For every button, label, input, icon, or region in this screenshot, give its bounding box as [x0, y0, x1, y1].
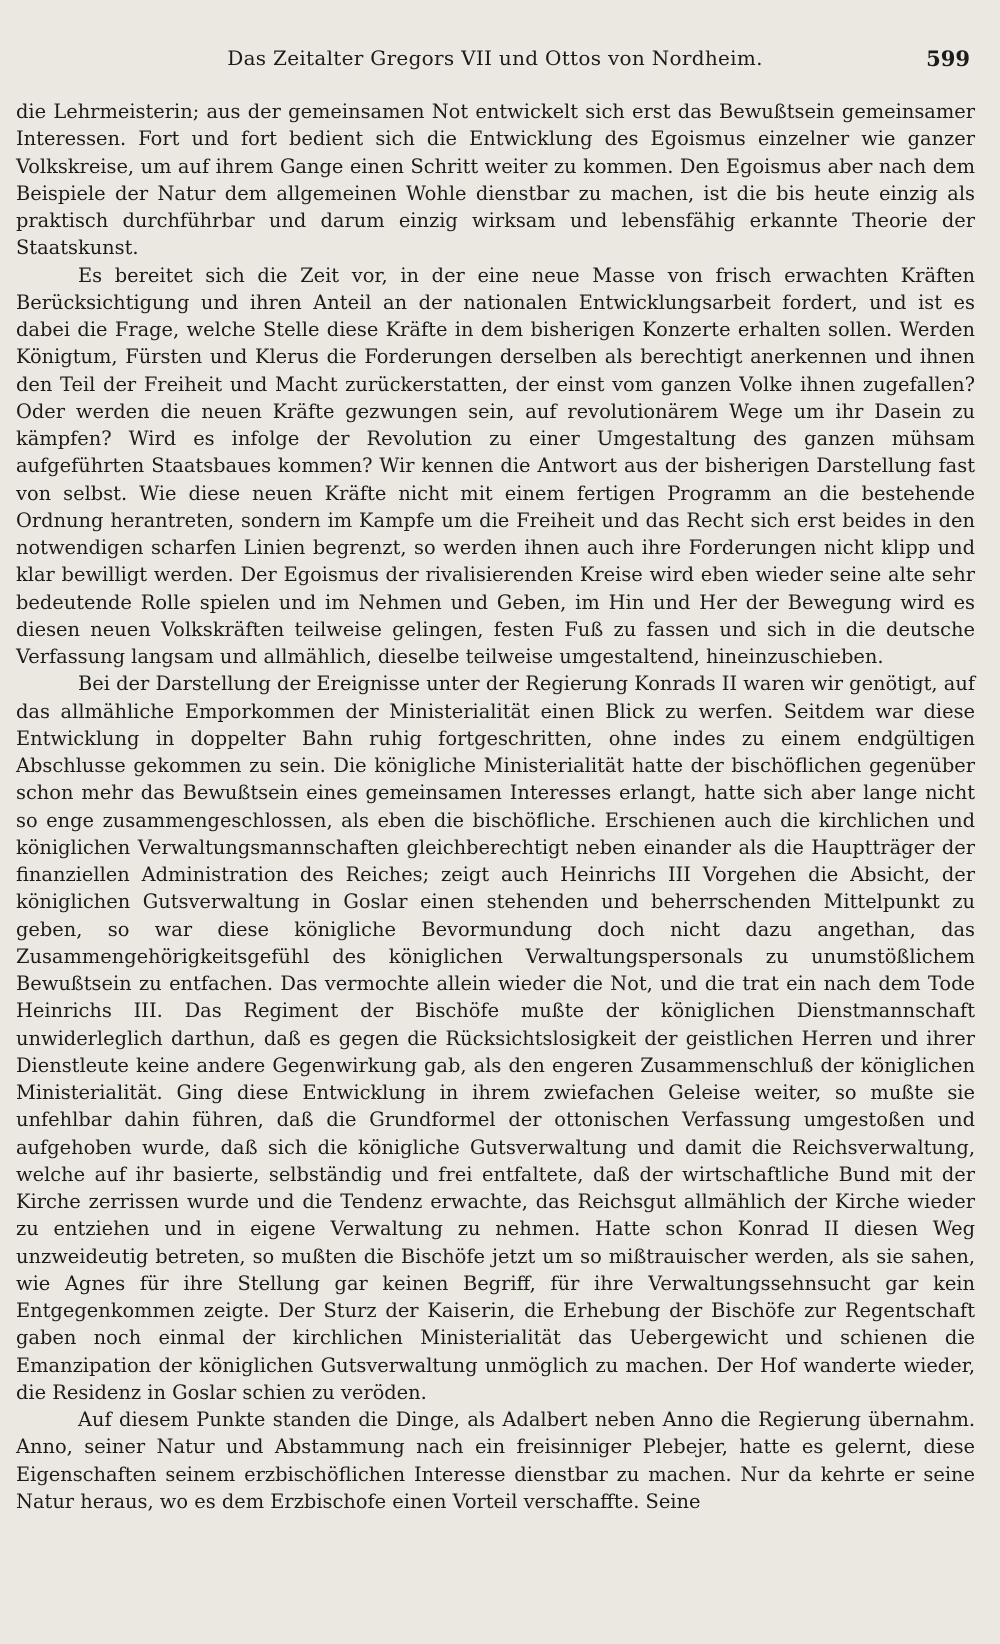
- paragraph-1: die Lehrmeisterin; aus der gemeinsamen Not entwickelt sich erst das Bewußtsein gemeinsamer Interessen. Fort und fort bedient sich die Entwicklung des Egoismus einzelner wie ganzer Volkskreise, um auf ihrem Gange einen Schritt weiter zu kommen. Den Egoismus aber nach dem Beispiele der Natur dem allgemeinen Wohle dienstbar zu machen, ist die bis heute einzig als praktisch durchführbar und darum einzig wirksam und lebensfähig erkannte Theorie der Staatskunst.: [16, 100, 975, 260]
- page-number: 599: [926, 46, 970, 71]
- running-title: Das Zeitalter Gregors VII und Ottos von Nordheim.: [227, 46, 763, 70]
- running-header: [20, 46, 970, 76]
- paragraph-4: Auf diesem Punkte standen die Dinge, als Adalbert neben Anno die Regierung übernahm. Anno, seiner Natur und Abstammung nach ein freisinniger Plebejer, hatte es gelernt, diese Eigenschaften seinem erzbischöflichen Interesse dienstbar zu machen. Nur da kehrte er seine Natur heraus, wo es dem Erzbischofe einen Vorteil verschaffte. Seine: [16, 1408, 975, 1513]
- paragraph-2: Es bereitet sich die Zeit vor, in der eine neue Masse von frisch erwachten Kräften Berücksichtigung und ihren Anteil an der nationalen Entwicklungsarbeit fordert, und ist es dabei die Frage, welche Stelle diese Kräfte in dem bisherigen Konzerte erhalten sollen. Werden Königtum, Fürsten und Klerus die Forderungen derselben als berechtigt anerkennen und ihnen den Teil der Freiheit und Macht zurückerstatten, der einst vom ganzen Volke ihnen zugefallen? Oder werden die neuen Kräfte gezwungen sein, auf revolutionärem Wege um ihr Dasein zu kämpfen? Wird es infolge der Revolution zu einer Umgestaltung des ganzen mühsam aufgeführten Staatsbaues kommen? Wir kennen die Antwort aus der bisherigen Darstellung fast von selbst. Wie diese neuen Kräfte nicht mit einem fertigen Programm an die bestehende Ordnung herantreten, sondern im Kampfe um die Freiheit und das Recht sich erst beides in den notwendigen scharfen Linien begrenzt, so werden ihnen auch ihre Forderungen nicht klipp und klar bewilligt werden. Der Egoismus der rivalisierenden Kreise wird eben wieder seine alte sehr bedeutende Rolle spielen und im Nehmen und Geben, im Hin und Her der Bewegung wird es diesen neuen Volkskräften teilweise gelingen, festen Fuß zu fassen und sich in die deutsche Verfassung langsam und allmählich, dieselbe teilweise umgestaltend, hineinzuschieben.: [16, 263, 975, 668]
- page-body: [16, 98, 975, 1515]
- paragraph-3: Bei der Darstellung der Ereignisse unter der Regierung Konrads II waren wir genötigt, auf das allmähliche Emporkommen der Ministerialität einen Blick zu werfen. Seitdem war diese Entwicklung in doppelter Bahn ruhig fortgeschritten, ohne indes zu einem endgültigen Abschlusse gekommen zu sein. Die königliche Ministerialität hatte der bischöflichen gegenüber schon mehr das Bewußtsein eines gemeinsamen Interesses erlangt, hatte sich aber lange nicht so enge zusammengeschlossen, als eben die bischöfliche. Erschienen auch die kirchlichen und königlichen Verwaltungsmannschaften gleichberechtigt neben einander als die Hauptträger der finanziellen Administration des Reiches; zeigt auch Heinrichs III Vorgehen die Absicht, der königlichen Gutsverwaltung in Goslar einen stehenden und beherrschenden Mittelpunkt zu geben, so war diese königliche Bevormundung doch nicht dazu angethan, das Zusammengehörigkeitsgefühl des königlichen Verwaltungspersonals zu unumstößlichem Bewußtsein zu entfachen. Das vermochte allein wieder die Not, und die trat ein nach dem Tode Heinrichs III. Das Regiment der Bischöfe mußte der königlichen Dienstmannschaft unwiderleglich darthun, daß es gegen die Rücksichtslosigkeit der geistlichen Herren und ihrer Dienstleute keine andere Gegenwirkung gab, als den engeren Zusammenschluß der königlichen Ministerialität. Ging diese Entwicklung in ihrem zwiefachen Geleise weiter, so mußte sie unfehlbar dahin führen, daß die Grundformel der ottonischen Verfassung umgestoßen und aufgehoben wurde, daß sich die königliche Gutsverwaltung und damit die Reichsverwaltung, welche auf ihr basierte, selbständig und frei entfaltete, daß der wirtschaftliche Bund mit der Kirche zerrissen wurde und die Tendenz erwachte, das Reichsgut allmählich der Kirche wieder zu entziehen und in eigene Verwaltung zu nehmen. Hatte schon Konrad II diesen Weg unzweideutig betreten, so mußten die Bischöfe jetzt um so mißtrauischer werden, als sie sahen, wie Agnes für ihre Stellung gar keinen Begriff, für ihre Verwaltungssehnsucht gar kein Entgegenkommen zeigte. Der Sturz der Kaiserin, die Erhebung der Bischöfe zur Regentschaft gaben noch einmal der kirchlichen Ministerialität das Uebergewicht und schienen die Emanzipation der königlichen Gutsverwaltung unmöglich zu machen. Der Hof wanderte wieder, die Residenz in Goslar schien zu veröden.: [16, 672, 975, 1404]
